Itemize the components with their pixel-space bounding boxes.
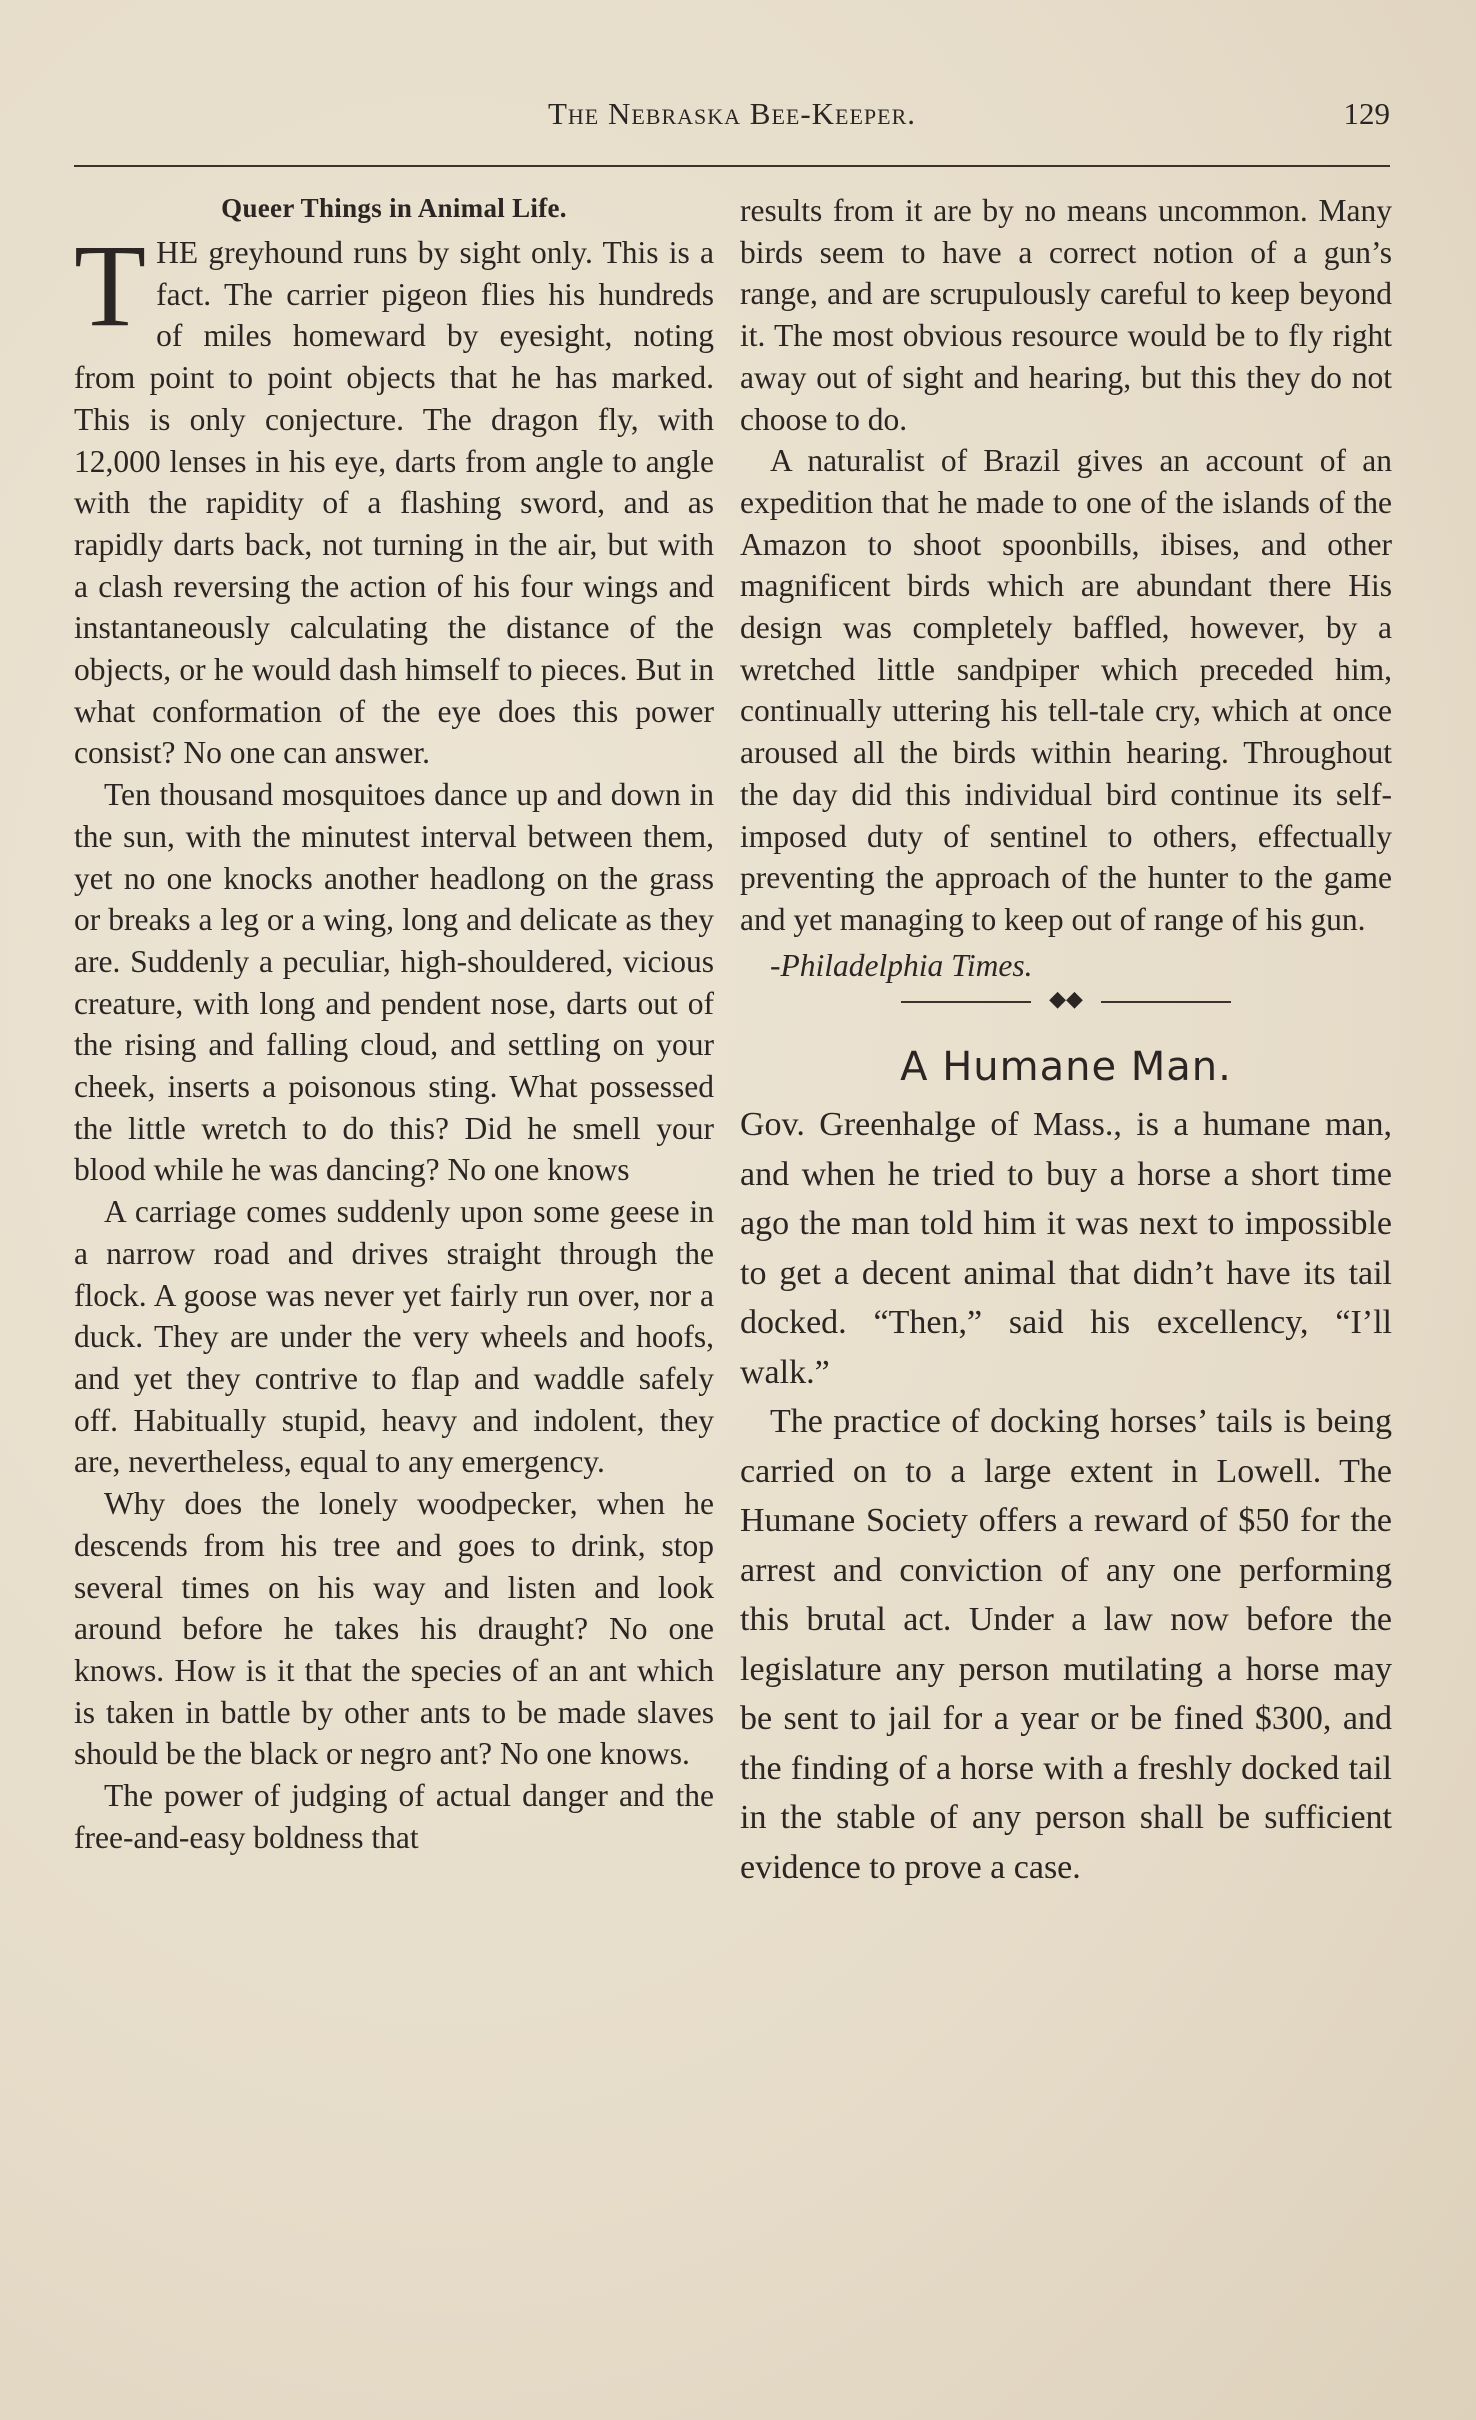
right-column: [740, 190, 1392, 1892]
article-paragraph: Gov. Greenhalge of Mass., is a humane man, and when he tried to buy a horse a short time ago the man told him it was next to impossible to get a decent animal that didn’t have its tail docked. “Then,” said his excellency, “I’ll walk.”: [740, 1106, 1392, 1391]
article-paragraph: The practice of docking horses’ tails is being carried on to a large extent in Lowell. The Humane Society offers a reward of $50 for the arrest and conviction of any one performing this brutal act. Under a law now before the legislature any person mutilating a horse may be sent to jail for a year or be fined $300, and the finding of a horse with a freshly docked tail in the stable of any person shall be sufficient evidence to prove a case.: [740, 1403, 1392, 1886]
page-header: [74, 96, 1390, 142]
divider-line: [901, 1001, 1031, 1003]
article-paragraph: Ten thousand mosquitoes dance up and down in the sun, with the minutest interval between them, yet no one knocks another headlong on the grass or breaks a leg or a wing, long and delicate as they are. Suddenly a peculiar, high-shouldered, vicious creature, with long and pendent nose, darts out of the rising and falling cloud, and settling on your cheek, inserts a poisonous sting. What possessed the little wretch to do this? Did he smell your blood while he was dancing? No one knows: [74, 777, 714, 1188]
section-divider: [901, 986, 1231, 1012]
article-paragraph: The power of judging of actual danger and the free-and-easy boldness that: [74, 1778, 714, 1855]
left-column: [74, 190, 714, 1858]
page-number: 129: [1343, 96, 1390, 131]
article-title-queer-things: Queer Things in Animal Life.: [221, 193, 567, 223]
article-title-humane-man: A Humane Man.: [900, 1044, 1232, 1091]
paragraph-text: HE greyhound runs by sight only. This is a fact. The carrier pigeon flies his hundreds of miles homeward by eyesight, noting from point to point objects that he has marked. This is only conjecture. The dragon fly, with 12,000 lenses in his eye, darts from angle to angle with the rapidity of a flashing sword, and as rapidly darts back, not turning in the air, but with a clash reversing the action of his four wings and instantaneously calculating the distance of the objects, or he would dash himself to pieces. But in what conformation of the eye does this power consist? No one can answer.: [74, 235, 714, 771]
header-rule: [74, 165, 1390, 167]
article-paragraph-continued: results from it are by no means uncommon. Many birds seem to have a correct notion of a gun’s range, and are scrupulously careful to keep beyond it. The most obvious resource would be to fly right away out of sight and hearing, but this they do not choose to do.: [740, 193, 1392, 437]
diamond-ornament-icon: ◆◆: [1049, 986, 1083, 1012]
article-paragraph: A naturalist of Brazil gives an account of an expedition that he made to one of the islands of the Amazon to shoot spoonbills, ibises, and other magnificent birds which are abundant there His design was completely baffled, however, by a wretched little sandpiper which preceded him, continually uttering his tell-tale cry, which at once aroused all the birds within hearing. Throughout the day did this individual bird continue its self-imposed duty of sentinel to others, effectually preventing the approach of the hunter to the game and yet managing to keep out of range of his gun.: [740, 443, 1392, 937]
article-paragraph: Why does the lonely woodpecker, when he descends from his tree and goes to drink, stop several times on his way and listen and look around before he takes his draught? No one knows. How is it that the species of an ant which is taken in battle by other ants to be made slaves should be the black or negro ant? No one knows.: [74, 1486, 714, 1772]
drop-cap: T: [74, 220, 147, 351]
divider-line: [1101, 1001, 1231, 1003]
running-title: The Nebraska Bee-Keeper.: [547, 96, 917, 131]
article-paragraph: A carriage comes suddenly upon some geese in a narrow road and drives straight through the flock. A goose was never yet fairly run over, nor a duck. They are under the very wheels and hoofs, and yet they contrive to flap and waddle safely off. Habitually stupid, heavy and indolent, they are, nevertheless, equal to any emergency.: [74, 1194, 714, 1480]
article-attribution: -Philadelphia Times.: [770, 947, 1033, 983]
article-paragraph: [74, 220, 714, 774]
